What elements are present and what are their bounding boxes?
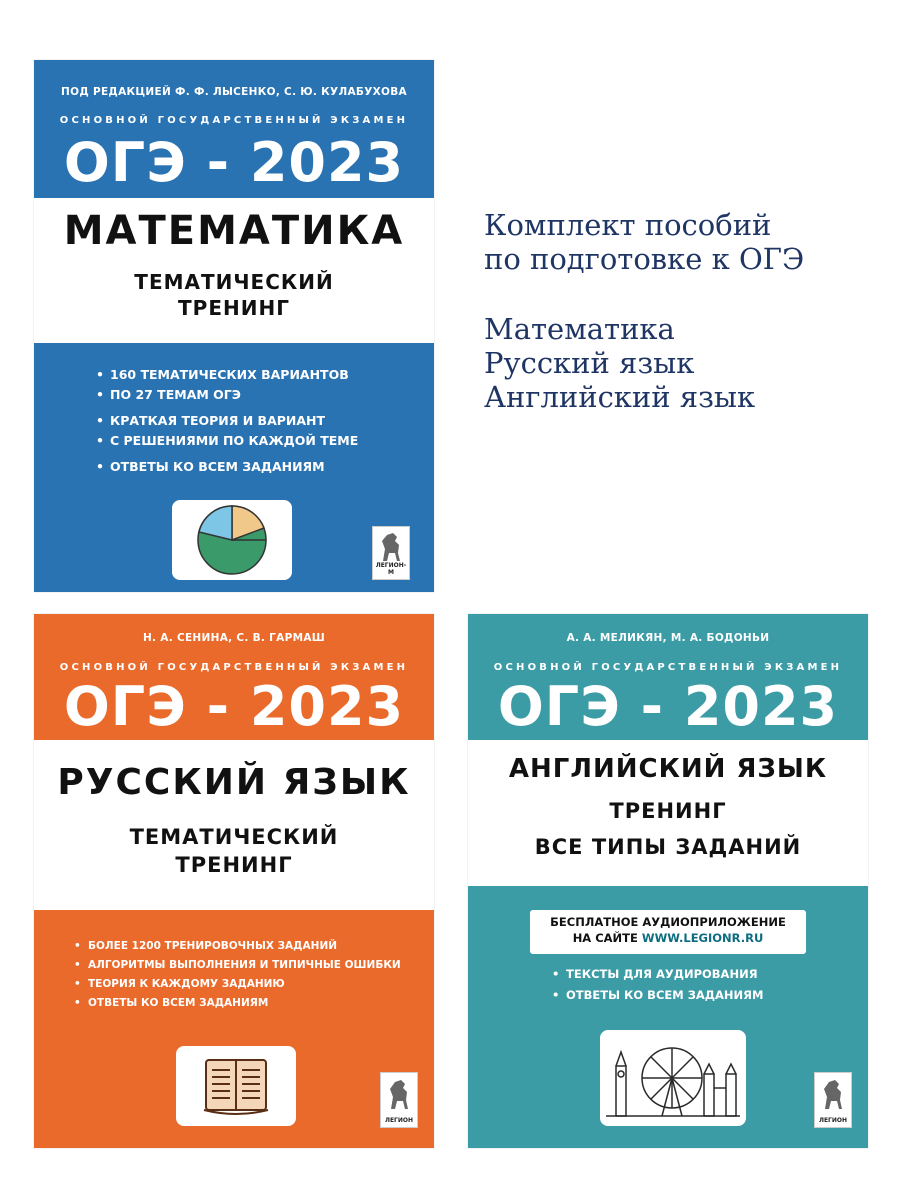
- feature-item-continued: [96, 431, 358, 451]
- book-cover-russian: [34, 614, 434, 1148]
- feature-item: • ОТВЕТЫ КО ВСЕМ ЗАДАНИЯМ: [74, 994, 401, 1013]
- audio-banner-line1: БЕСПЛАТНОЕ АУДИОПРИЛОЖЕНИЕ: [550, 915, 786, 929]
- feature-item: • ОТВЕТЫ КО ВСЕМ ЗАДАНИЯМ: [96, 457, 358, 477]
- publisher-name: ЛЕГИОН: [818, 1117, 848, 1124]
- book-subtitle-line1: ТЕМАТИЧЕСКИЙ: [129, 825, 339, 849]
- book-series: ОСНОВНОЙ ГОСУДАРСТВЕННЫЙ ЭКЗАМЕН: [59, 115, 409, 126]
- promo-subject-3: Английский язык: [484, 380, 756, 414]
- cover-picture-card: [600, 1030, 746, 1126]
- book-subtitle-line2: ТРЕНИНГ: [175, 853, 293, 877]
- feature-list: [74, 937, 401, 1013]
- promo-text: [484, 208, 804, 414]
- feature-item: • ОТВЕТЫ КО ВСЕМ ЗАДАНИЯМ: [552, 985, 763, 1006]
- book-exam-title: ОГЭ - 2023: [497, 675, 839, 738]
- publisher-logo: [372, 526, 410, 580]
- pie-chart-icon: [172, 500, 292, 580]
- book-subject: МАТЕМАТИКА: [63, 208, 405, 254]
- book-subtitle-line2: ВСЕ ТИПЫ ЗАДАНИЙ: [534, 835, 802, 859]
- audio-app-banner: [530, 910, 806, 954]
- feature-item: • 160 ТЕМАТИЧЕСКИХ ВАРИАНТОВ: [96, 365, 358, 385]
- title-band: [34, 740, 434, 910]
- promo-subject-1: Математика: [484, 312, 675, 346]
- title-band: [468, 740, 868, 886]
- london-skyline-icon: [600, 1030, 746, 1126]
- promo-line-1: Комплект пособий: [484, 208, 772, 242]
- feature-item: • АЛГОРИТМЫ ВЫПОЛНЕНИЯ И ТИПИЧНЫЕ ОШИБКИ: [74, 956, 401, 975]
- feature-text: ПО 27 ТЕМАМ ОГЭ: [110, 387, 241, 402]
- promo-subject-2: Русский язык: [484, 346, 695, 380]
- publisher-logo: [814, 1072, 852, 1128]
- book-subject: АНГЛИЙСКИЙ ЯЗЫК: [508, 754, 828, 784]
- book-authors: А. А. МЕЛИКЯН, М. А. БОДОНЬИ: [566, 632, 770, 644]
- book-series: ОСНОВНОЙ ГОСУДАРСТВЕННЫЙ ЭКЗАМЕН: [59, 662, 409, 673]
- open-book-icon: [176, 1046, 296, 1126]
- feature-item: • ТЕКСТЫ ДЛЯ АУДИРОВАНИЯ: [552, 964, 763, 985]
- feature-list: [96, 365, 358, 477]
- book-subtitle-line2: ТРЕНИНГ: [178, 296, 290, 320]
- book-subtitle-line1: ТРЕНИНГ: [609, 799, 727, 823]
- audio-banner-line2: [530, 930, 806, 946]
- promo-line-2: по подготовке к ОГЭ: [484, 242, 805, 276]
- cover-picture-card: [176, 1046, 296, 1126]
- book-authors: Н. А. СЕНИНА, С. В. ГАРМАШ: [142, 632, 326, 644]
- feature-item: • БОЛЕЕ 1200 ТРЕНИРОВОЧНЫХ ЗАДАНИЙ: [74, 937, 401, 956]
- feature-item-continued: [96, 385, 358, 405]
- feature-item: • КРАТКАЯ ТЕОРИЯ И ВАРИАНТ: [96, 411, 358, 431]
- book-authors: ПОД РЕДАКЦИЕЙ Ф. Ф. ЛЫСЕНКО, С. Ю. КУЛАБУХОВА: [61, 86, 407, 98]
- book-exam-title: ОГЭ - 2023: [63, 675, 405, 738]
- publisher-logo: [380, 1072, 418, 1128]
- publisher-name: ЛЕГИОН-М: [375, 562, 407, 576]
- horse-logo-icon: [815, 1073, 851, 1115]
- title-band: [34, 198, 434, 343]
- promo-spacer: [484, 276, 804, 312]
- book-cover-english: [468, 614, 868, 1148]
- cover-picture-card: [172, 500, 292, 580]
- book-subject: РУССКИЙ ЯЗЫК: [57, 762, 411, 803]
- feature-item: • ТЕОРИЯ К КАЖДОМУ ЗАДАНИЮ: [74, 975, 401, 994]
- audio-banner-prefix: НА САЙТЕ: [572, 931, 642, 945]
- book-cover-math: [34, 60, 434, 592]
- publisher-name: ЛЕГИОН: [384, 1117, 414, 1124]
- horse-logo-icon: [381, 1073, 417, 1115]
- audio-site-link: WWW.LEGIONR.RU: [641, 931, 764, 945]
- book-series: ОСНОВНОЙ ГОСУДАРСТВЕННЫЙ ЭКЗАМЕН: [493, 662, 843, 673]
- horse-logo-icon: [373, 527, 409, 567]
- book-exam-title: ОГЭ - 2023: [63, 131, 405, 194]
- book-subtitle-line1: ТЕМАТИЧЕСКИЙ: [134, 270, 334, 294]
- feature-text: С РЕШЕНИЯМИ ПО КАЖДОЙ ТЕМЕ: [110, 433, 359, 448]
- feature-list: [552, 964, 763, 1006]
